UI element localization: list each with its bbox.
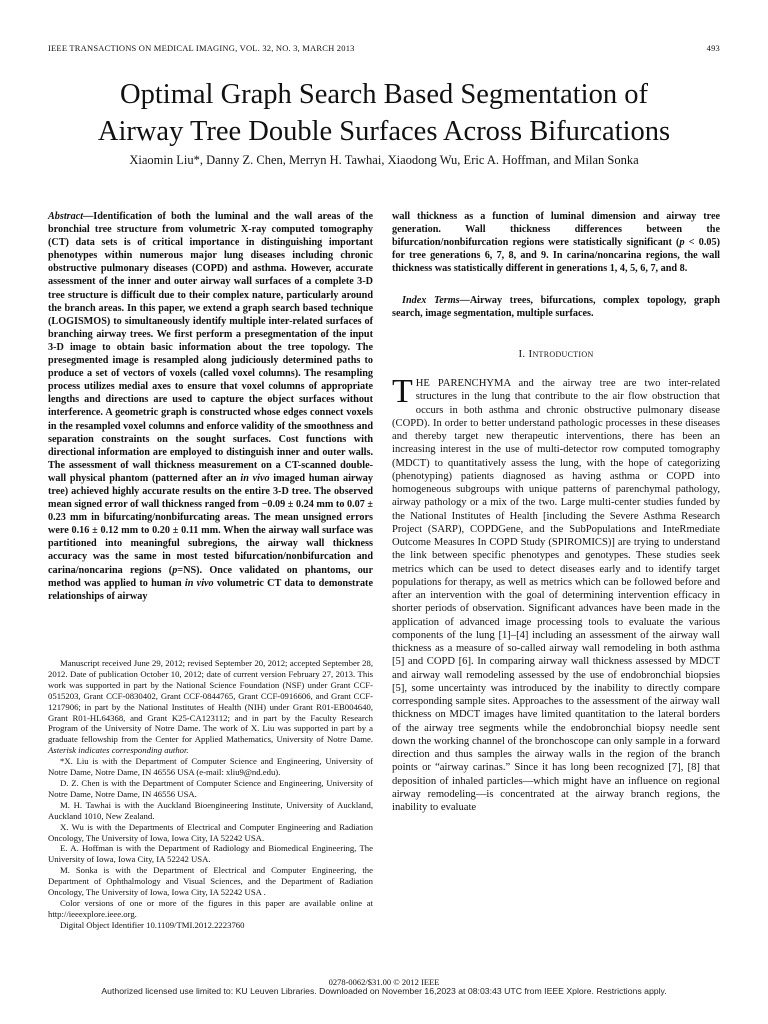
abstract-left: [48, 210, 373, 603]
paper-title: [40, 76, 728, 150]
author-list: Xiaomin Liu*, Danny Z. Chen, Merryn H. Tawhai, Xiaodong Wu, Eric A. Hoffman, and Milan Sonka: [129, 153, 639, 167]
footnote-affiliation: M. Sonka is with the Department of Electrical and Computer Engineering, the Department of Ophthalmology and Visual Sciences, and the Department of Radiation Oncology, The University of Iowa, Iowa City, IA 52242 USA .: [48, 865, 373, 898]
introduction-text: HE PARENCHYMA and the airway tree are two inter-related structures in the lung that contribute to the air flow obstruction that occurs in both asthma and chronic obstructive pulmonary disease (COPD). In order to better understand pathologic processes in these diseases and thereby target new therapeutic interventions, there has been an increasing interest in the use of multi-detector row computed tomography (MDCT) to quantitatively assess the lung, with the hope of categorizing (phenotyping) patients diagnosed as having asthma or COPD into homogeneous subgroups with unique patterns of parenchymal pathology, airway pathology or a mix of the two. Large multi-center studies funded by the National Institutes of Health [including the Severe Asthma Research Project (SARP), COPDGene, and the SubPopulations and InteRmediate Outcome Measures In COPD Study (SPIROMICS)] are trying to understand the link between specific phenotypes and genotypes. These studies seek metrics which can be used to detect diseases early and to identify target populations for therapy, as well as metrics which can be followed before and after an intervention with the goal of determining intervention efficacy in shorter periods of observation. Significant advances have been made in the application of advanced image processing tools to evaluate the various components of the lung [1]–[4] including an assessment of the airway wall thickness as a measure of so-called airway wall remodeling in both asthma [5] and COPD [6]. In comparing airway wall thickness assessed by MDCT and airway wall remodeling assessed by the use of endobronchial biopsies [5], some uncertainty was introduced by the inability to directly compare corresponding sample sites. Approaches to the assessment of the airway wall thickness on MDCT images have limited quantitation to the lateral borders of the airway tree segments while the endobronchial biopsy needle sent down the working channel of the bronchoscope can only sample in a forward direction and thus samples the airway walls in the region of the branch points or “airway carinas.” Since it has long been recognized [7], [8] that deposition of inhaled particles—which might have an influence on regional airway remodeling—is concentrated at the airway branch regions, the inability to evaluate: [392, 378, 720, 813]
abstract-cont-a: wall thickness as a function of luminal dimension and airway tree generation. Wall thickness differences between the bifurcation/nonbifurcation regions were statistically significant (: [392, 211, 720, 249]
abstract-in-vivo-2: in vivo: [184, 577, 214, 589]
index-terms-text: Airway trees, bifurcations, complex topology, graph search, image segmentation, multiple surfaces.: [392, 295, 720, 320]
index-terms-label: Index Terms—: [402, 295, 470, 306]
copyright-line: 0278-0062/$31.00 © 2012 IEEE: [328, 977, 440, 987]
footnote-text: Manuscript received June 29, 2012; revised September 20, 2012; accepted September 28, 2012. Date of publication October 10, 2012; date of current version February 27, 2013. This work was supported in part by the National Science Foundation (NSF) under Grant CCF-0515203, Grant CCF-0830402, Grant CCF-0844765, Grant CCF-0916606, and Grant CCF-1217906; in part by the National Institutes of Health (NIH) under Grant R01-EB004640, Grant R01-HL64368, and Grant K25-CA123112; and in part by the Faculty Research Program of the University of Notre Dame. The work of X. Liu was supported in part by a graduate fellowship from the Center for Applied Mathematics, University of Notre Dame.: [48, 658, 373, 745]
footnote-affiliation: *X. Liu is with the Department of Computer Science and Engineering, University of Notre Dame, Notre Dame, IN 46556 USA (e-mail: xliu9@nd.edu).: [48, 756, 373, 778]
title-line-2: Airway Tree Double Surfaces Across Bifurcations: [97, 116, 671, 147]
page-number: 493: [706, 43, 720, 53]
footnote-affiliation: M. H. Tawhai is with the Auckland Bioengineering Institute, University of Auckland, Auckland 1010, New Zealand.: [48, 799, 373, 821]
footnote-asterisk-note: Asterisk indicates corresponding author.: [48, 745, 189, 756]
introduction-body: [392, 373, 720, 814]
section-number: I.: [518, 348, 526, 360]
abstract-p-ns: p: [172, 564, 178, 576]
section-title: Introduction: [528, 348, 594, 360]
title-line-1: Optimal Graph Search Based Segmentation of: [120, 79, 648, 110]
abstract-label: Abstract—: [48, 211, 94, 222]
footnote-affiliation: D. Z. Chen is with the Department of Computer Science and Engineering, University of Notre Dame, Notre Dame, IN 46556 USA.: [48, 777, 373, 799]
abstract-text-d: volumetric CT data to demonstrate relationships of airway: [48, 577, 373, 602]
abstract-text-b: imaged human airway tree) achieved highly accurate results on the entire 3-D tree. The observed mean signed error of wall thickness ranged from −0.09 ± 0.24 mm to 0.07 ± 0.23 mm in bifurcating/nonbifurcating areas. The mean unsigned errors were 0.16 ± 0.12 mm to 0.20 ± 0.11 mm. When the airway wall surface was partitioned into meaningful subregions, the airway wall thickness accuracy was the same in most tested bifurcation/nonbifurcation and carina/noncarina regions (: [48, 472, 373, 576]
running-header: [48, 43, 720, 53]
section-heading: [392, 348, 720, 360]
footnote-affiliation: E. A. Hoffman is with the Department of Radiology and Biomedical Engineering, The University of Iowa, Iowa City, IA 52242 USA.: [48, 843, 373, 865]
abstract-cont-b: < 0.05) for tree generations 6, 7, 8, and 9. In carina/noncarina regions, the wall thickness was statistically different in generations 1, 4, 5, 6, 7, and 8.: [392, 237, 720, 275]
journal-header: IEEE TRANSACTIONS ON MEDICAL IMAGING, VOL. 32, NO. 3, MARCH 2013: [48, 43, 355, 53]
abstract-in-vivo-1: in vivo: [240, 472, 270, 484]
footnote-affiliation: X. Wu is with the Departments of Electrical and Computer Engineering and Radiation Oncology, The University of Iowa, Iowa City, IA 52242 USA.: [48, 821, 373, 843]
footnote-doi: Digital Object Identifier 10.1109/TMI.2012.2223760: [60, 919, 245, 930]
footnote-manuscript: [48, 658, 373, 756]
abstract-text-c: =NS). Once validated on phantoms, our method was applied to human: [48, 564, 373, 589]
footnotes: [48, 658, 373, 931]
abstract-text-a: Identification of both the luminal and the wall areas of the bronchial tree structure from volumetric X-ray computed tomography (CT) data sets is of critical importance in distinguishing important phenotypes within numerous major lung diseases including chronic obstructive pulmonary diseases (COPD) and asthma. However, accurate assessment of the inner and outer airway wall surfaces of a complete 3-D tree structure is difficult due to their complex nature, particularly around the branch areas. In this paper, we extend a graph search based technique (LOGISMOS) to simultaneously identify multiple inter-related surfaces of branching airway trees. We first perform a presegmentation of the input 3-D image to obtain basic information about the tree topology. The presegmented image is resampled along judiciously determined paths to produce a set of vectors of voxels (called voxel columns). The resampling process utilizes medial axes to ensure that voxel columns of appropriate lengths and directions are used to capture the object surfaces without interference. A geometric graph is constructed whose edges connect voxels in the resampled voxel columns and enforce validity of the smoothness and separation constraints on the sought surfaces. Cost functions with directional information are employed to distinguish inner and outer walls. The assessment of wall thickness measurement on a CT-scanned double-wall physical phantom (patterned after an: [48, 211, 373, 484]
abstract-right: [392, 210, 720, 275]
authorized-use-notice: Authorized licensed use limited to: KU Leuven Libraries. Downloaded on November 16,2023 at 08:03:43 UTC from IEEE Xplore. Restrictions apply.: [101, 986, 667, 996]
drop-cap: T: [392, 373, 413, 410]
abstract-p-sig: p: [679, 237, 685, 249]
footnote-color-versions: Color versions of one or more of the figures in this paper are available online at http://ieeexplore.ieee.org.: [48, 897, 373, 919]
index-terms: [392, 294, 720, 320]
